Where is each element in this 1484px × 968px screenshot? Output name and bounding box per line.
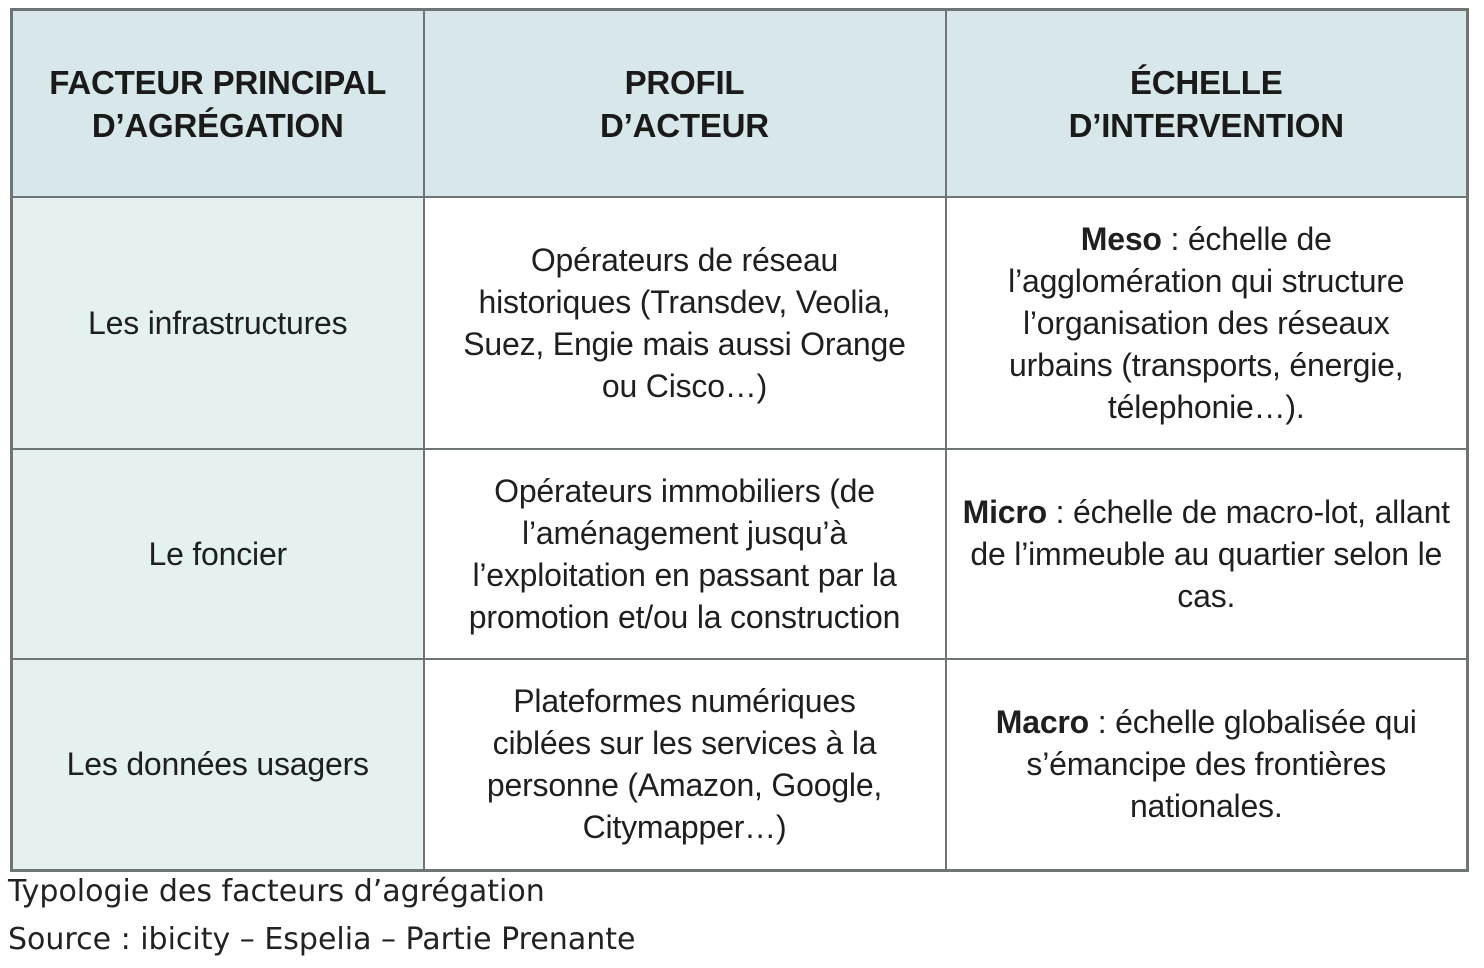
typology-table xyxy=(10,8,1469,872)
scale-description: : échelle globalisée qui s’émancipe des frontières nationales. xyxy=(1026,704,1417,825)
header-profile-line-1: PROFIL xyxy=(624,63,745,101)
factor-cell: Les infrastructures xyxy=(12,197,424,449)
header-factor-line-1: FACTEUR PRINCIPAL xyxy=(49,63,387,101)
profile-cell: Plateformes numériques ciblées sur les services à la personne (Amazon, Google, Citymapper…) xyxy=(424,659,946,870)
table-header-row xyxy=(12,10,1468,198)
scale-term: Macro xyxy=(995,704,1090,741)
header-profile xyxy=(424,10,946,198)
header-scale-line-1: ÉCHELLE xyxy=(1129,63,1283,101)
typology-table-container xyxy=(10,8,1466,866)
caption-title: Typologie des facteurs d’agrégation xyxy=(8,874,545,909)
header-scale-line-2: D’INTERVENTION xyxy=(1068,106,1344,144)
profile-cell: Opérateurs immobiliers (de l’aménagement jusqu’à l’exploitation en passant par la promotion et/ou la construction xyxy=(424,449,946,659)
scale-description: : échelle de l’agglomération qui structure l’organisation des réseaux urbains (transports, énergie, télephonie…). xyxy=(1008,221,1405,425)
profile-cell: Opérateurs de réseau historiques (Transdev, Veolia, Suez, Engie mais aussi Orange ou Cisco…) xyxy=(424,197,946,449)
table-row xyxy=(12,659,1468,870)
scale-description: : échelle de macro-lot, allant de l’immeuble au quartier selon le cas. xyxy=(970,494,1450,614)
scale-term: Micro xyxy=(962,494,1047,530)
scale-cell xyxy=(946,449,1468,659)
caption-source: Source : ibicity – Espelia – Partie Prenante xyxy=(8,922,636,957)
scale-cell xyxy=(946,659,1468,870)
header-factor-line-2: D’AGRÉGATION xyxy=(91,106,344,144)
scale-term: Meso xyxy=(1080,221,1162,257)
factor-cell: Le foncier xyxy=(12,449,424,659)
header-profile-line-2: D’ACTEUR xyxy=(600,106,769,144)
header-factor xyxy=(12,10,424,198)
table-row xyxy=(12,449,1468,659)
factor-cell: Les données usagers xyxy=(12,659,424,870)
scale-cell xyxy=(946,197,1468,449)
table-row xyxy=(12,197,1468,449)
header-scale xyxy=(946,10,1468,198)
